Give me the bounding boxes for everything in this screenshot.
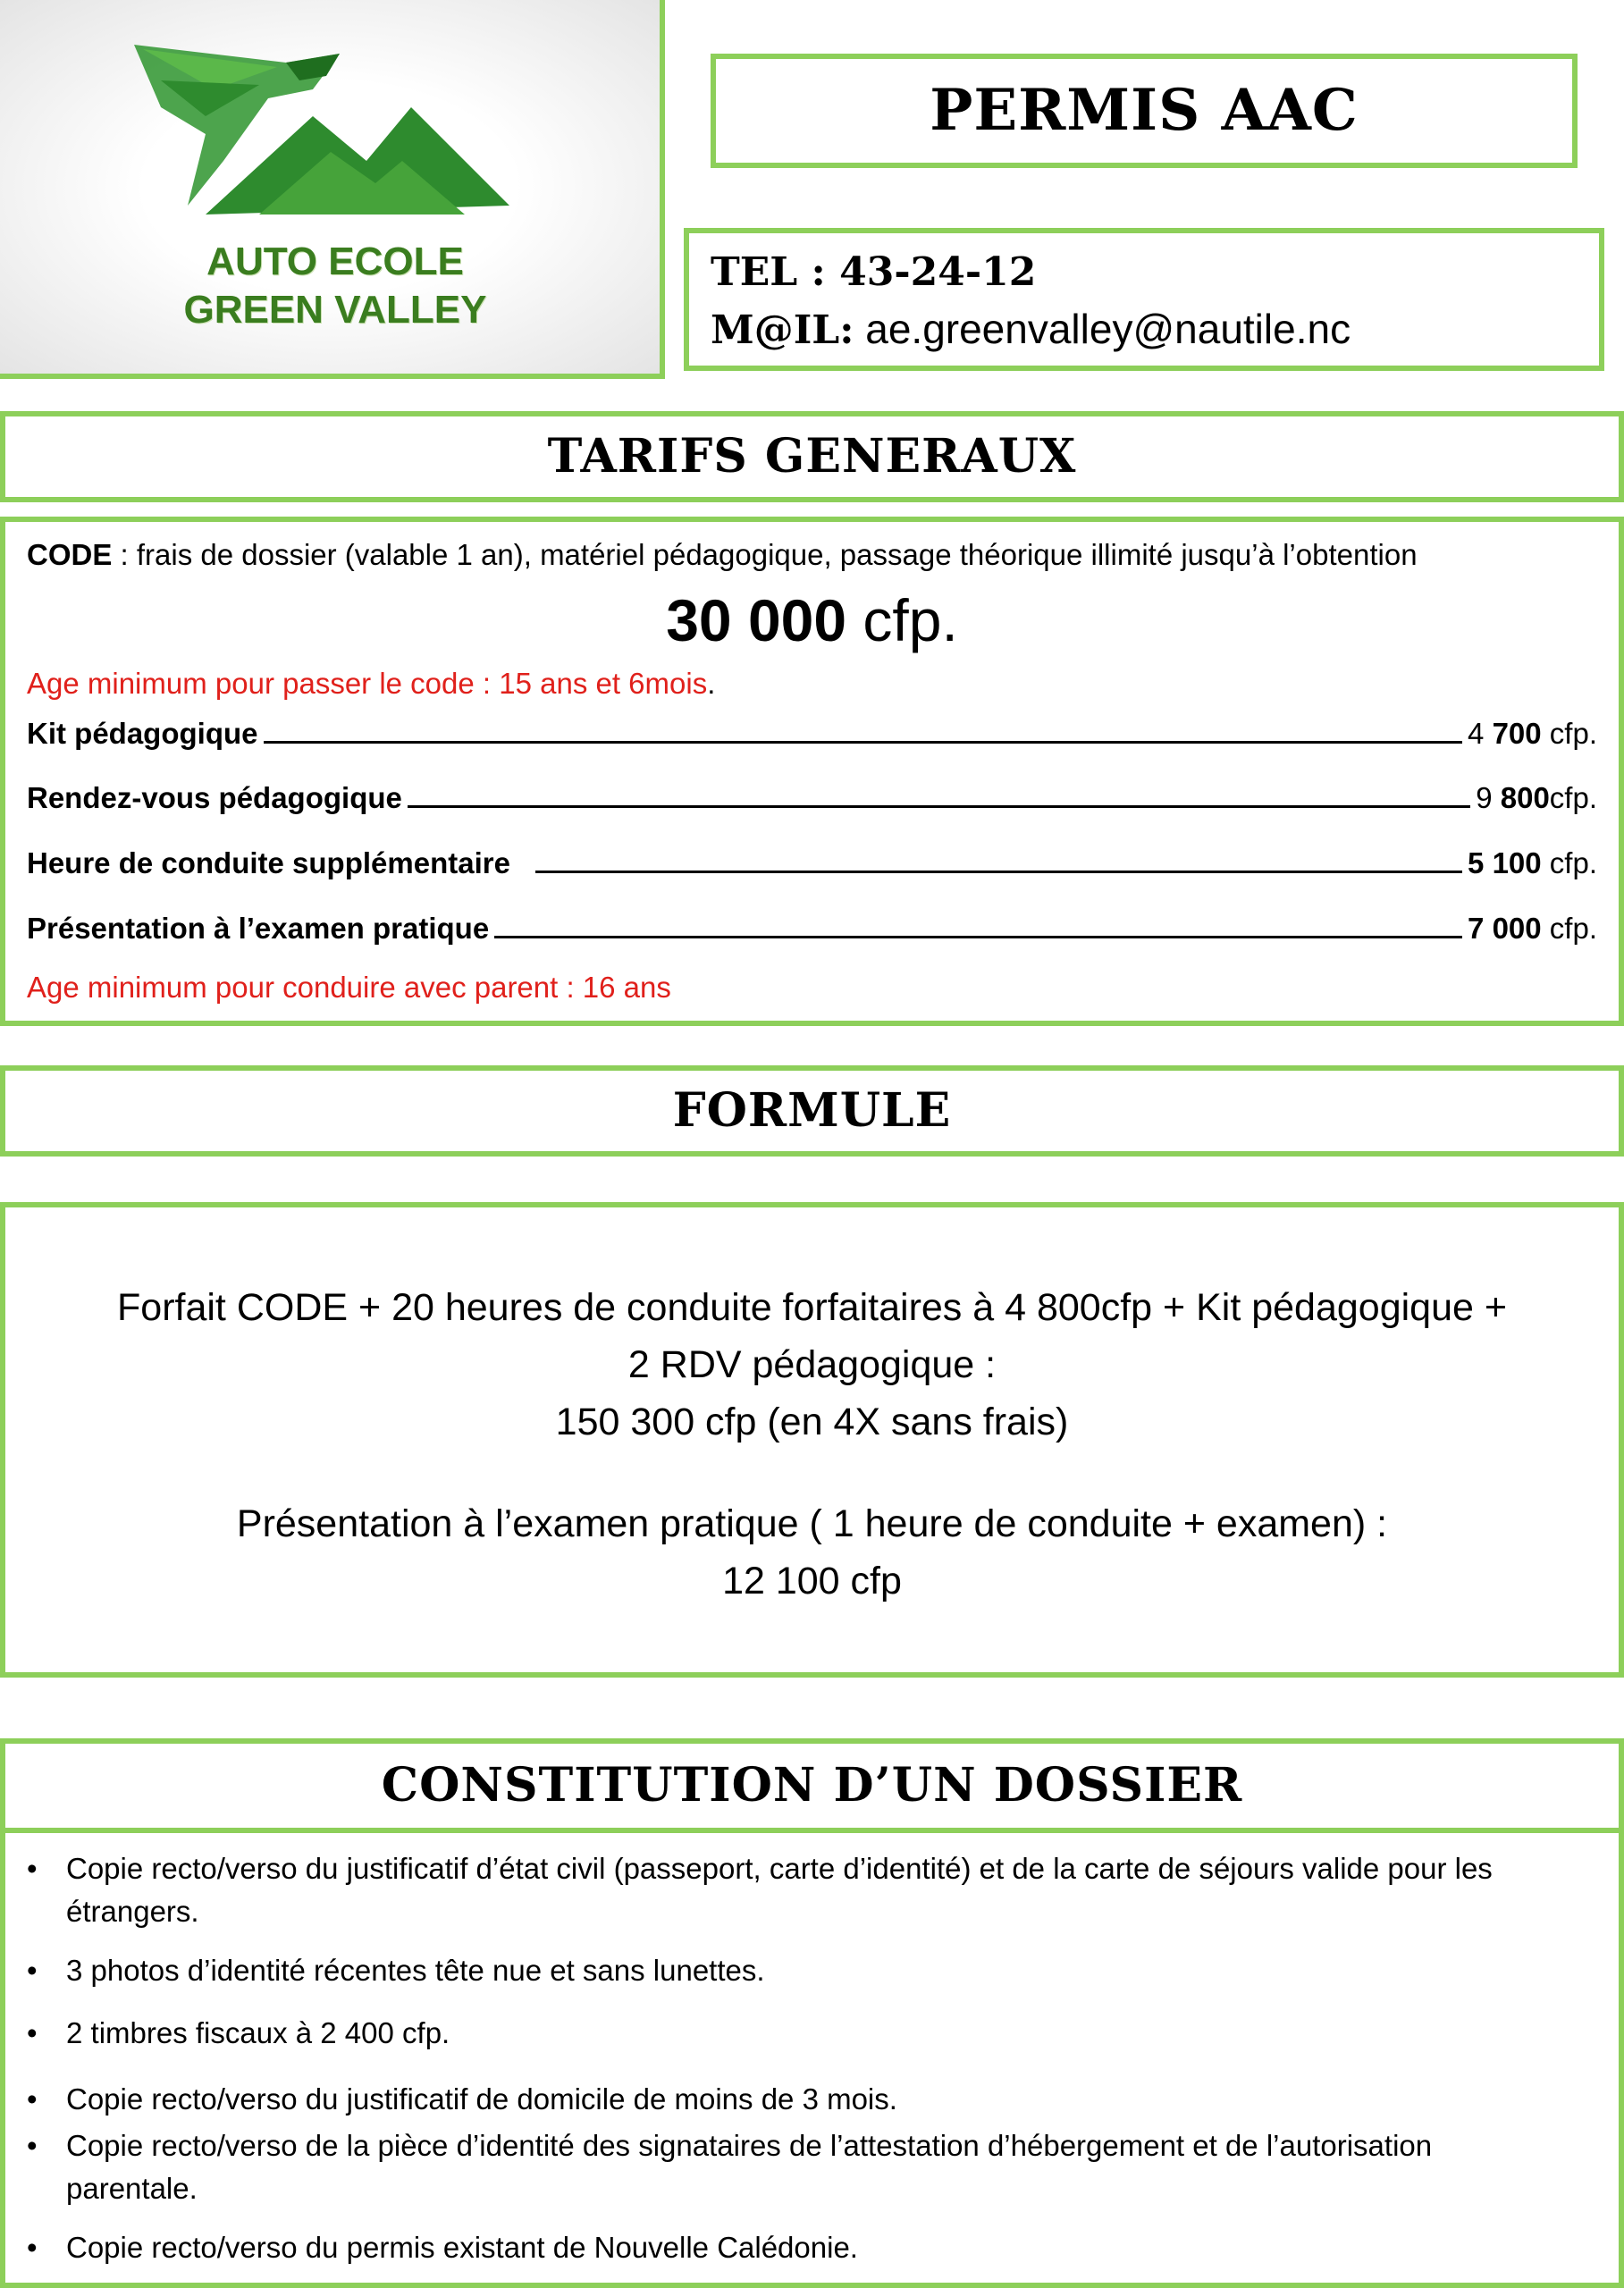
list-item: • Copie recto/verso du justificatif d’état civil (passeport, carte d’identité) et de la carte de séjours valide pour les étrangers. (27, 1852, 1493, 1928)
formule-line-3: 150 300 cfp (en 4X sans frais) (555, 1401, 1069, 1443)
leader-line (264, 741, 1463, 744)
leader-line (535, 871, 1462, 873)
code-price-unit: cfp. (846, 587, 958, 653)
formule-text (5, 1279, 1619, 1610)
age-code-text (27, 667, 715, 701)
formule-line-2: 2 RDV pédagogique : (627, 1343, 997, 1386)
formule-box (0, 1202, 1624, 1678)
contact-box (684, 228, 1604, 371)
dossier-box (0, 1828, 1624, 2288)
eagle-mountain-logo (107, 27, 554, 250)
formule-heading-box (0, 1065, 1624, 1157)
tarifs-heading: TARIFS GENERAUX (547, 429, 1077, 484)
list-item: • 2 timbres fiscaux à 2 400 cfp. (27, 2016, 450, 2049)
code-price (5, 586, 1619, 654)
page-title: PERMIS AAC (930, 77, 1359, 144)
tarif-row-rdv (27, 776, 1597, 815)
formule-line-1: Forfait CODE + 20 heures de conduite forfaitaires à 4 800cfp + Kit pédagogique + (117, 1286, 1507, 1329)
tarifs-box (0, 517, 1624, 1026)
logo-line-1: AUTO ECOLE (206, 240, 464, 283)
mail-label: M@IL: (711, 307, 854, 353)
formule-line-5: 12 100 cfp (722, 1560, 902, 1602)
tarif-row-kit (27, 711, 1597, 751)
list-item: • Copie recto/verso du permis existant de Nouvelle Calédonie. (27, 2231, 858, 2264)
mail-link[interactable]: ae.greenvalley@nautile.nc (854, 306, 1351, 352)
code-price-number: 30 000 (666, 587, 847, 653)
phone-text: TEL : 43-24-12 (711, 249, 1037, 295)
tarif-row-heure (27, 841, 1597, 880)
dossier-heading-box (0, 1738, 1624, 1833)
age-parent-text: Age minimum pour conduire avec parent : 16 ans (27, 971, 671, 1004)
tarif-price: 5 100 cfp. (1468, 846, 1597, 879)
tarif-price: 7 000 cfp. (1468, 912, 1597, 945)
list-item: • Copie recto/verso de la pièce d’identité des signataires de l’attestation d’hébergement et de l’autorisation parentale. (27, 2129, 1433, 2205)
tarif-label: Kit pédagogique (27, 717, 258, 750)
code-desc: : frais de dossier (valable 1 an), matériel pédagogique, passage théorique illimité jusqu’à l’obtention (112, 538, 1418, 571)
tarifs-heading-box (0, 411, 1624, 502)
tarif-price: 9 800cfp. (1476, 781, 1597, 814)
leader-line (408, 805, 1470, 808)
title-box (711, 54, 1578, 168)
tarif-label: Rendez-vous pédagogique (27, 781, 402, 814)
logo-panel (0, 0, 665, 379)
code-description (27, 538, 1418, 572)
list-item: • Copie recto/verso du justificatif de domicile de moins de 3 mois. (27, 2082, 897, 2116)
dossier-heading: CONSTITUTION D’UN DOSSIER (381, 1758, 1243, 1813)
tarif-label: Heure de conduite supplémentaire (27, 846, 510, 879)
tarif-row-examen (27, 906, 1597, 946)
code-label: CODE (27, 538, 113, 571)
mail-row (711, 305, 1351, 353)
age-code-red: Age minimum pour passer le code : 15 ans et 6mois (27, 667, 708, 700)
age-code-dot: . (707, 667, 716, 700)
list-item: • 3 photos d’identité récentes tête nue et sans lunettes. (27, 1954, 765, 1987)
tarif-price: 4 700 cfp. (1468, 717, 1597, 750)
tarif-label: Présentation à l’examen pratique (27, 912, 490, 945)
leader-line (494, 936, 1462, 938)
formule-heading: FORMULE (672, 1083, 952, 1138)
logo-line-2: GREEN VALLEY (183, 288, 487, 332)
formule-line-4: Présentation à l’examen pratique ( 1 heure de conduite + examen) : (236, 1502, 1388, 1545)
